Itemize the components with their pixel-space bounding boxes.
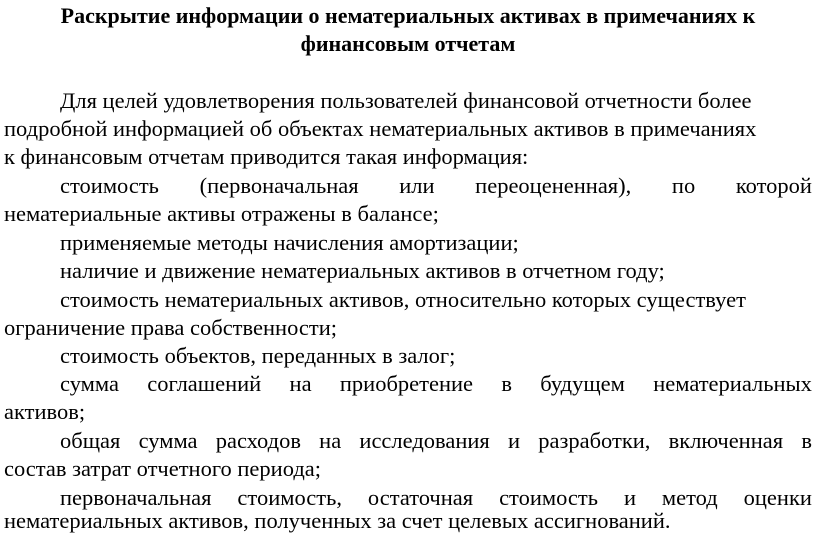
word: остаточная <box>367 485 474 510</box>
word: разработки, <box>538 428 651 453</box>
word: сумма <box>138 428 198 453</box>
intro-paragraph-line-2: подробной информацией об объектах нематериальных активов в примечаниях <box>4 116 757 141</box>
word: в <box>801 428 812 453</box>
list-item-4-first-line: стоимость нематериальных активов, относительно которых существует <box>60 287 746 312</box>
word: по <box>671 173 696 198</box>
word: общая <box>60 428 121 453</box>
word: стоимость, <box>237 485 342 510</box>
word: соглашений <box>147 371 262 396</box>
word: исследования <box>359 428 490 453</box>
word: на <box>319 428 342 453</box>
list-item-2: применяемые методы начисления амортизации; <box>60 230 519 255</box>
word: будущем <box>540 371 625 396</box>
document-title-line-1: Раскрытие информации о нематериальных активах в примечаниях к <box>60 3 756 28</box>
word: оценки <box>743 485 812 510</box>
intro-paragraph-line-3: к финансовым отчетам приводится такая информация: <box>4 144 529 169</box>
list-item-1-continuation: нематериальные активы отражены в балансе; <box>4 201 439 226</box>
word: и <box>623 485 636 510</box>
word: переоцененная), <box>475 173 632 198</box>
list-item-1-first-line <box>60 172 812 200</box>
word: на <box>289 371 312 396</box>
word: приобретение <box>339 371 474 396</box>
word: расходов <box>215 428 301 453</box>
list-item-7-continuation: состав затрат отчетного периода; <box>4 456 321 481</box>
list-item-6-first-line <box>60 370 812 398</box>
intro-paragraph-line-1: Для целей удовлетворения пользователей финансовой отчетности более <box>60 88 752 113</box>
word: или <box>399 173 435 198</box>
list-item-6-continuation: активов; <box>4 399 86 424</box>
word: и <box>507 428 521 453</box>
word: стоимость <box>499 485 599 510</box>
word: нематериальных <box>653 371 812 396</box>
document-title-line-2: финансовым отчетам <box>300 31 516 56</box>
word: первоначальная <box>60 485 212 510</box>
list-item-4-continuation: ограничение права собственности; <box>4 315 337 340</box>
word: включенная <box>668 428 784 453</box>
word: стоимость <box>60 173 159 198</box>
word: которой <box>735 173 812 198</box>
word: (первоначальная <box>199 173 359 198</box>
word: сумма <box>60 371 119 396</box>
list-item-5: стоимость объектов, переданных в залог; <box>60 343 456 368</box>
list-item-3: наличие и движение нематериальных активов в отчетном году; <box>60 258 665 283</box>
word: метод <box>661 485 718 510</box>
word: в <box>501 371 512 396</box>
list-item-8-continuation: нематериальных активов, полученных за счет целевых ассигнований. <box>4 508 671 533</box>
list-item-7-first-line <box>60 427 812 455</box>
